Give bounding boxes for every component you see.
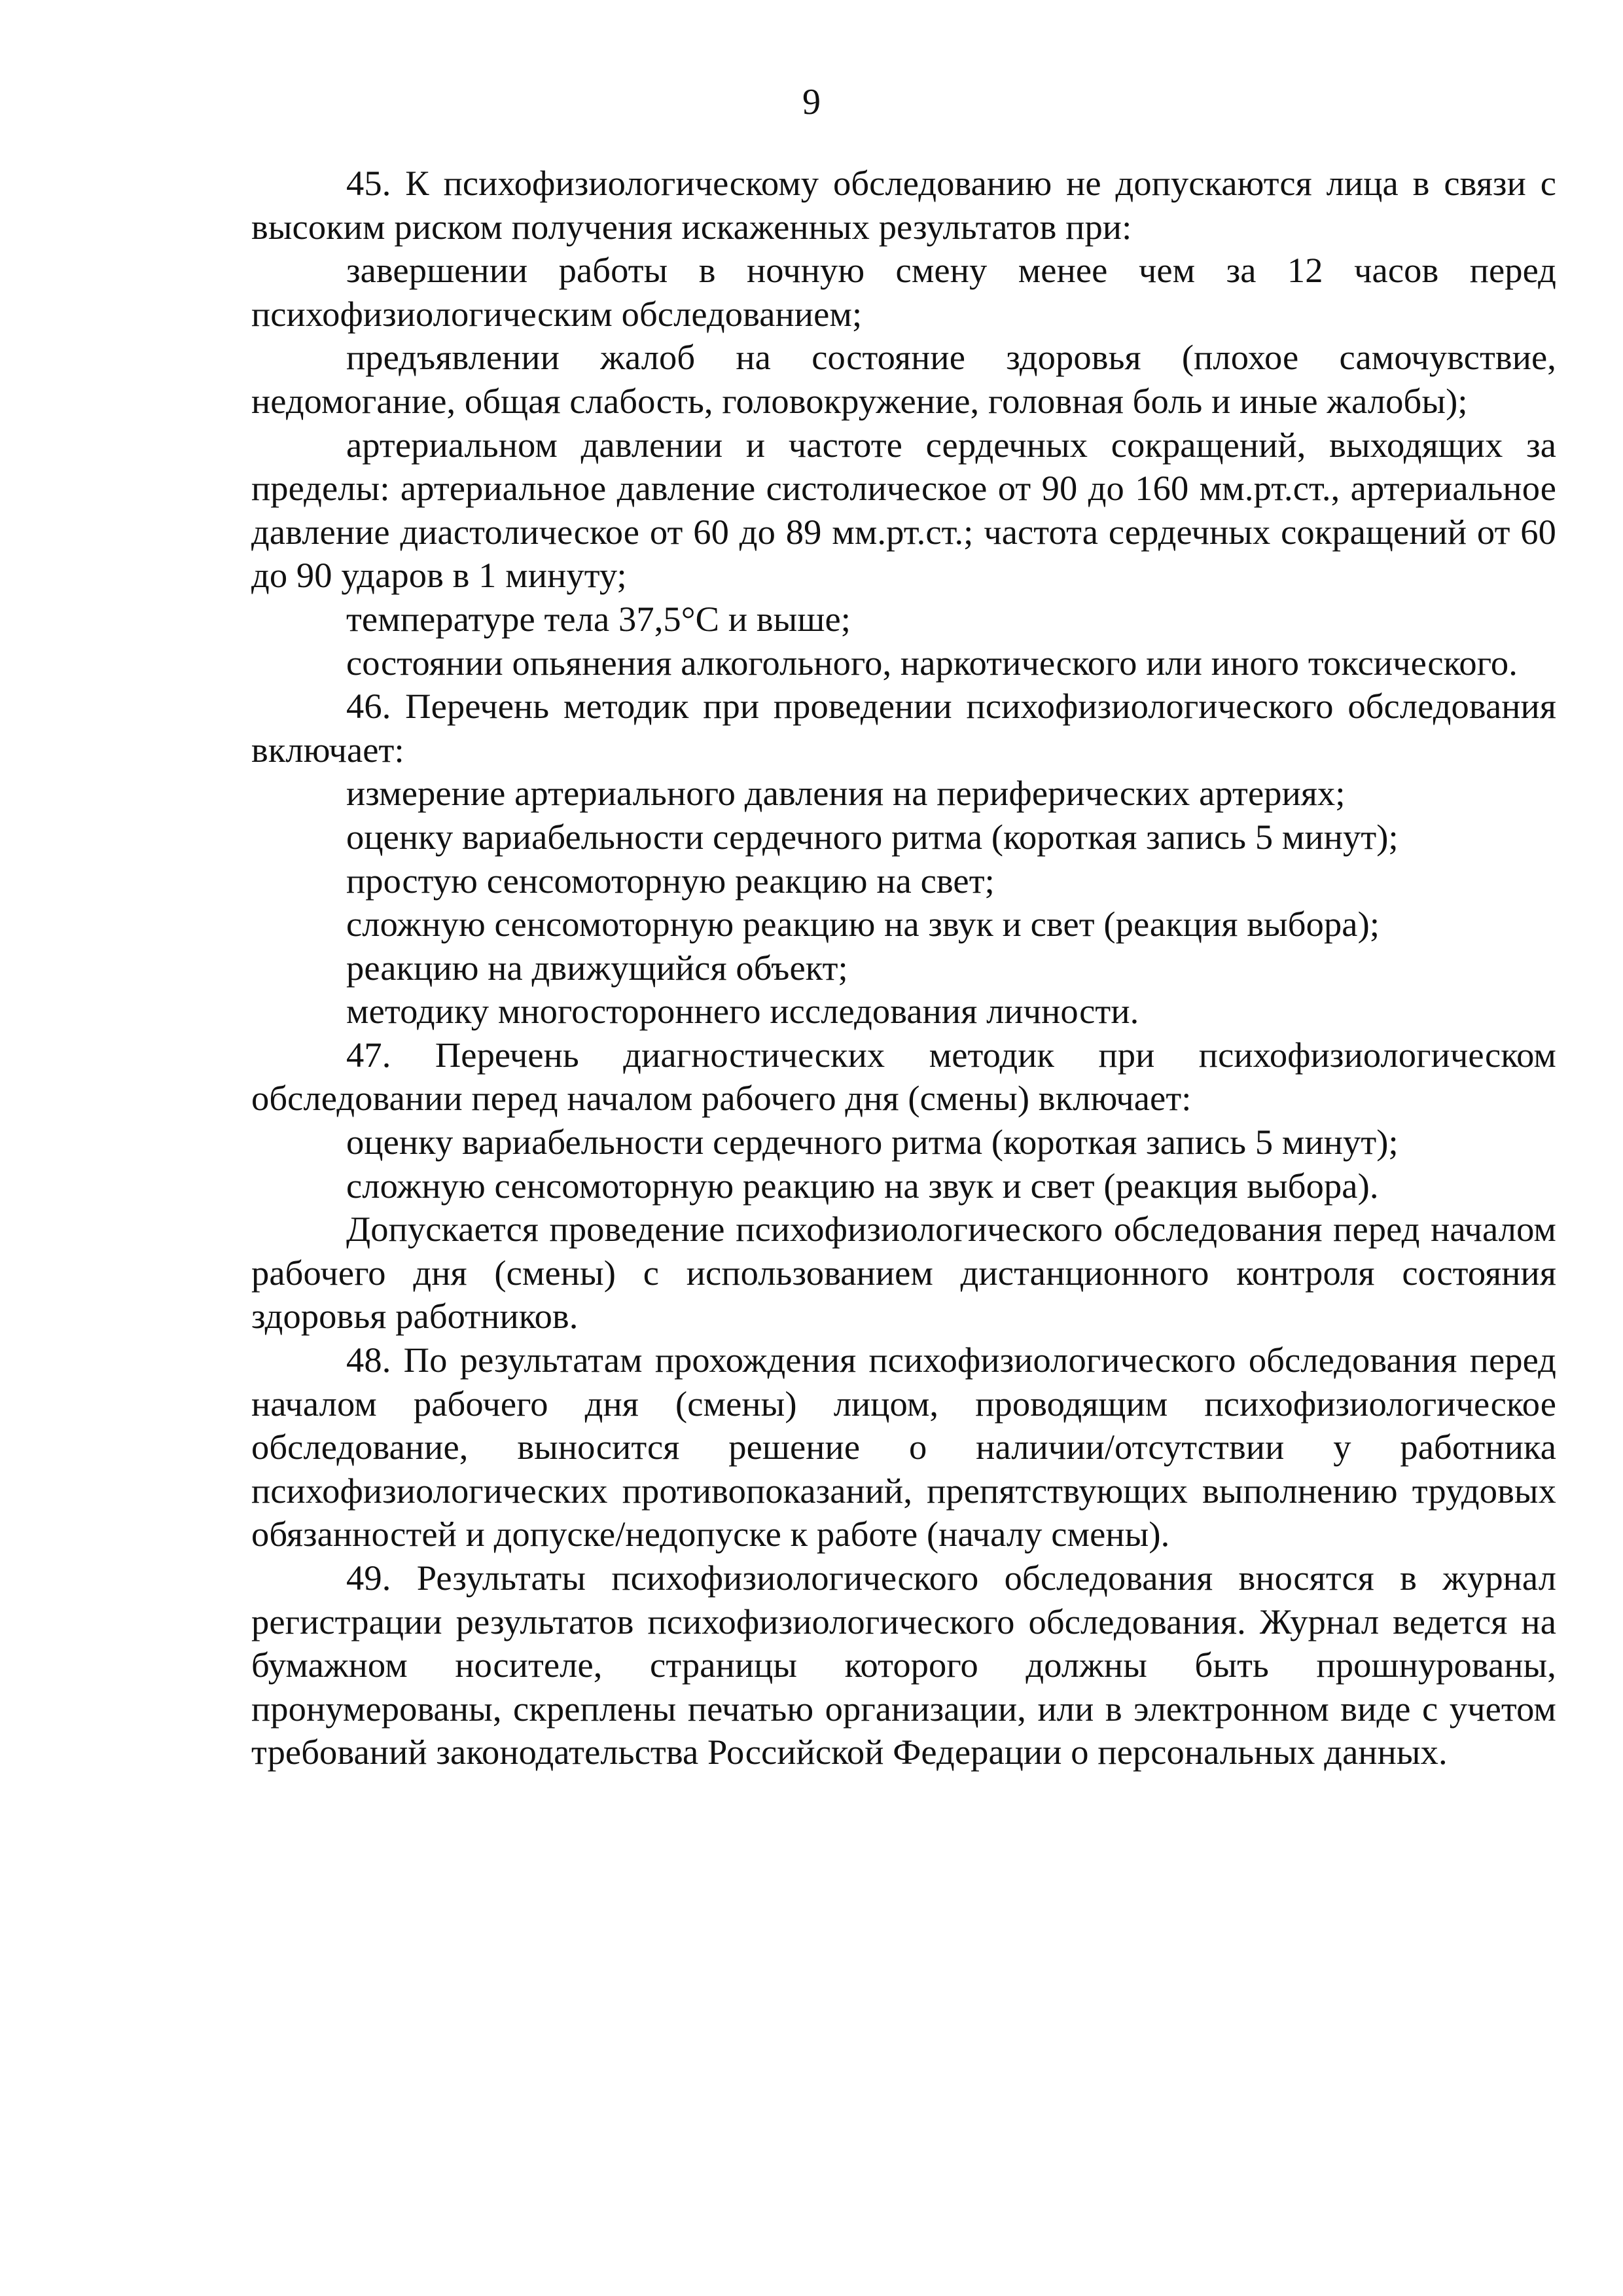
list-item-heart-rate-variability: оценку вариабельности сердечного ритма (короткая запись 5 минут); (346, 816, 1399, 857)
list-item-moving-object: реакцию на движущийся объект; (346, 947, 848, 988)
document-body (251, 162, 1556, 1774)
list-item-complex-reaction: сложную сенсомоторную реакцию на звук и свет (реакция выбора); (346, 904, 1380, 944)
list-item-blood-pressure: артериальном давлении и частоте сердечных сокращений, выходящих за пределы: артериальное давление систолическое от 90 до 160 мм.рт.ст., артериальное давление диастолическое от 60 до 89 мм.рт.ст.; частота сердечных сокращений от 60 до 90 ударов в 1 минуту; (251, 424, 1556, 596)
paragraph-46: 46. Перечень методик при проведении психофизиологического обследования включает: (251, 686, 1556, 770)
list-item-intoxication: состоянии опьянения алкогольного, наркотического или иного токсического. (346, 642, 1518, 683)
list-item-personality-study: методику многостороннего исследования личности. (346, 991, 1139, 1031)
paragraph-49: 49. Результаты психофизиологического обследования вносятся в журнал регистрации результатов психофизиологического обследования. Журнал ведется на бумажном носителе, страницы которого должны быть прошнурованы, пронумерованы, скреплены печатью организации, или в электронном виде с учетом требований законодательства Российской Федерации о персональных данных. (251, 1558, 1556, 1772)
paragraph-47: 47. Перечень диагностических методик при психофизиологическом обследовании перед началом рабочего дня (смены) включает: (251, 1034, 1556, 1119)
page-number: 9 (802, 82, 821, 122)
list-item-simple-reaction: простую сенсомоторную реакцию на свет; (346, 860, 995, 901)
paragraph-48: 48. По результатам прохождения психофизиологического обследования перед началом рабочего дня (смены) лицом, проводящим психофизиологическое обследование, выносится решение о наличии/отсутствии у работника психофизиологических противопоказаний, препятствующих выполнению трудовых обязанностей и допуске/недопуске к работе (началу смены). (251, 1340, 1556, 1554)
paragraph-45: 45. К психофизиологическому обследованию не допускаются лица в связи с высоким риском получения искаженных результатов при: (251, 163, 1556, 247)
list-item-arterial-pressure: измерение артериального давления на периферических артериях; (346, 773, 1346, 814)
list-item-temperature: температуре тела 37,5°С и выше; (346, 598, 851, 639)
list-item-night-shift: завершении работы в ночную смену менее чем за 12 часов перед психофизиологическим обследованием; (251, 250, 1556, 334)
list-item-complex-reaction-2: сложную сенсомоторную реакцию на звук и свет (реакция выбора). (346, 1165, 1379, 1206)
list-item-health-complaints: предъявлении жалоб на состояние здоровья (плохое самочувствие, недомогание, общая слабость, головокружение, головная боль и иные жалобы); (251, 337, 1556, 421)
paragraph-remote-control: Допускается проведение психофизиологического обследования перед началом рабочего дня (смены) с использованием дистанционного контроля состояния здоровья работников. (251, 1209, 1556, 1336)
list-item-heart-rate-variability-2: оценку вариабельности сердечного ритма (короткая запись 5 минут); (346, 1122, 1399, 1162)
